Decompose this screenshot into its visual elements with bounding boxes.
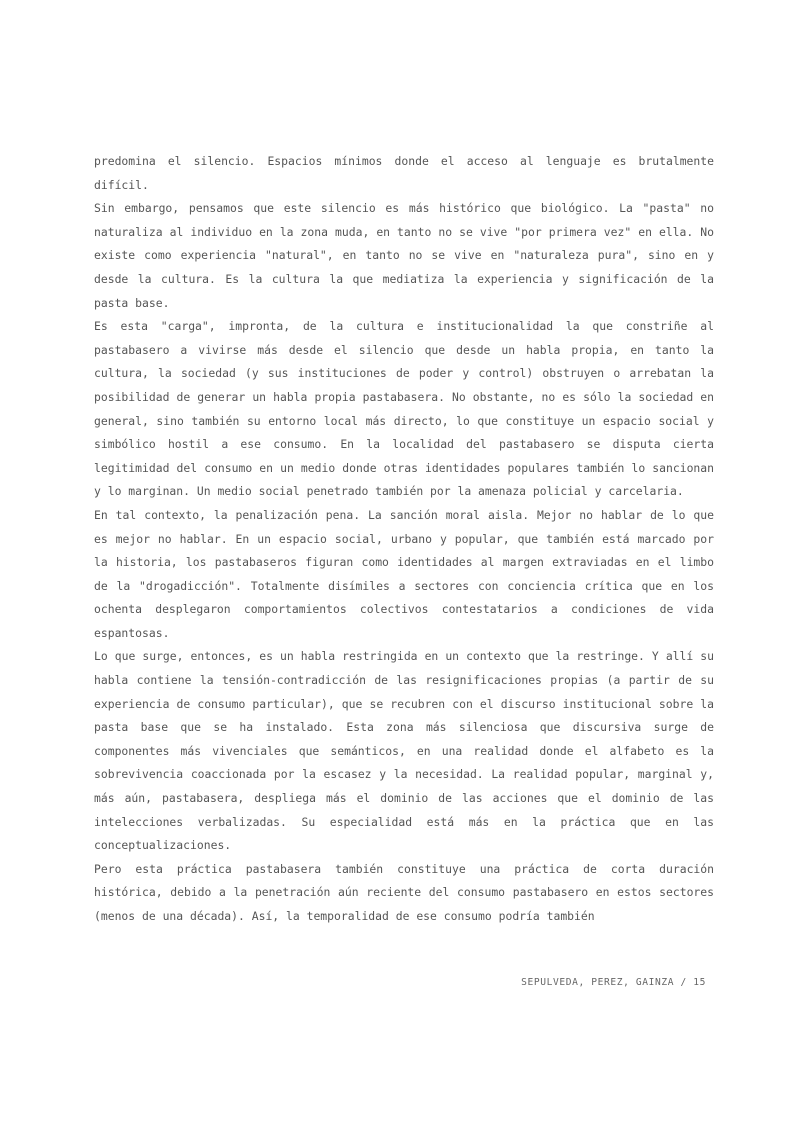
paragraph-3: Es esta "carga", impronta, de la cultura e institucionalidad la que constriñe al pastabasero a vivirse más desde el silencio que desde un habla propia, en tanto la cultura, la sociedad (y sus instituciones de poder y control) obstruyen o arrebatan la posibilidad de generar un habla propia pastabasera. No obstante, no es sólo la sociedad en general, sino también su entorno local más directo, lo que constituye un espacio social y simbólico hostil a ese consumo. En la localidad del pastabasero se disputa cierta legitimidad del consumo en un medio donde otras identidades populares también lo sancionan y lo marginan. Un medio social penetrado también por la amenaza policial y carcelaria. bbox=[94, 319, 714, 499]
body-text bbox=[94, 150, 714, 929]
paragraph-2: Sin embargo, pensamos que este silencio es más histórico que biológico. La "pasta" no naturaliza al individuo en la zona muda, en tanto no se vive "por primera vez" en ella. No existe como experiencia "natural", en tanto no se vive en "naturaleza pura", sino en y desde la cultura. Es la cultura la que mediatiza la experiencia y significación de la pasta base. bbox=[94, 201, 714, 310]
paragraph-1: predomina el silencio. Espacios mínimos donde el acceso al lenguaje es brutalmente difícil. bbox=[94, 154, 714, 192]
page-footer-running-head: SEPULVEDA, PEREZ, GAINZA / 15 bbox=[521, 977, 706, 988]
paragraph-4: En tal contexto, la penalización pena. La sanción moral aisla. Mejor no hablar de lo que es mejor no hablar. En un espacio social, urbano y popular, que también está marcado por la historia, los pastabaseros figuran como identidades al margen extraviadas en el limbo de la "drogadicción". Totalmente disímiles a sectores con conciencia crítica que en los ochenta desplegaron comportamientos colectivos contestatarios a condiciones de vida espantosas. bbox=[94, 507, 714, 640]
paragraph-5: Lo que surge, entonces, es un habla restringida en un contexto que la restringe. Y allí su habla contiene la tensión-contradicción de las resignificaciones propias (a partir de su experiencia de consumo particular), que se recubren con el discurso institucional sobre la pasta base que se ha instalado. Esta zona más silenciosa que discursiva surge de componentes más vivenciales que semánticos, en una realidad donde el alfabeto es la sobrevivencia coaccionada por la escasez y la necesidad. La realidad popular, marginal y, más aún, pastabasera, despliega más el dominio de las acciones que el dominio de las intelecciones verbalizadas. Su especialidad está más en la práctica que en las conceptualizaciones. bbox=[94, 649, 714, 853]
paragraph-6: Pero esta práctica pastabasera también constituye una práctica de corta duración histórica, debido a la penetración aún reciente del consumo pastabasero en estos sectores (menos de una década). Así, la temporalidad de ese consumo podría también bbox=[94, 861, 714, 923]
